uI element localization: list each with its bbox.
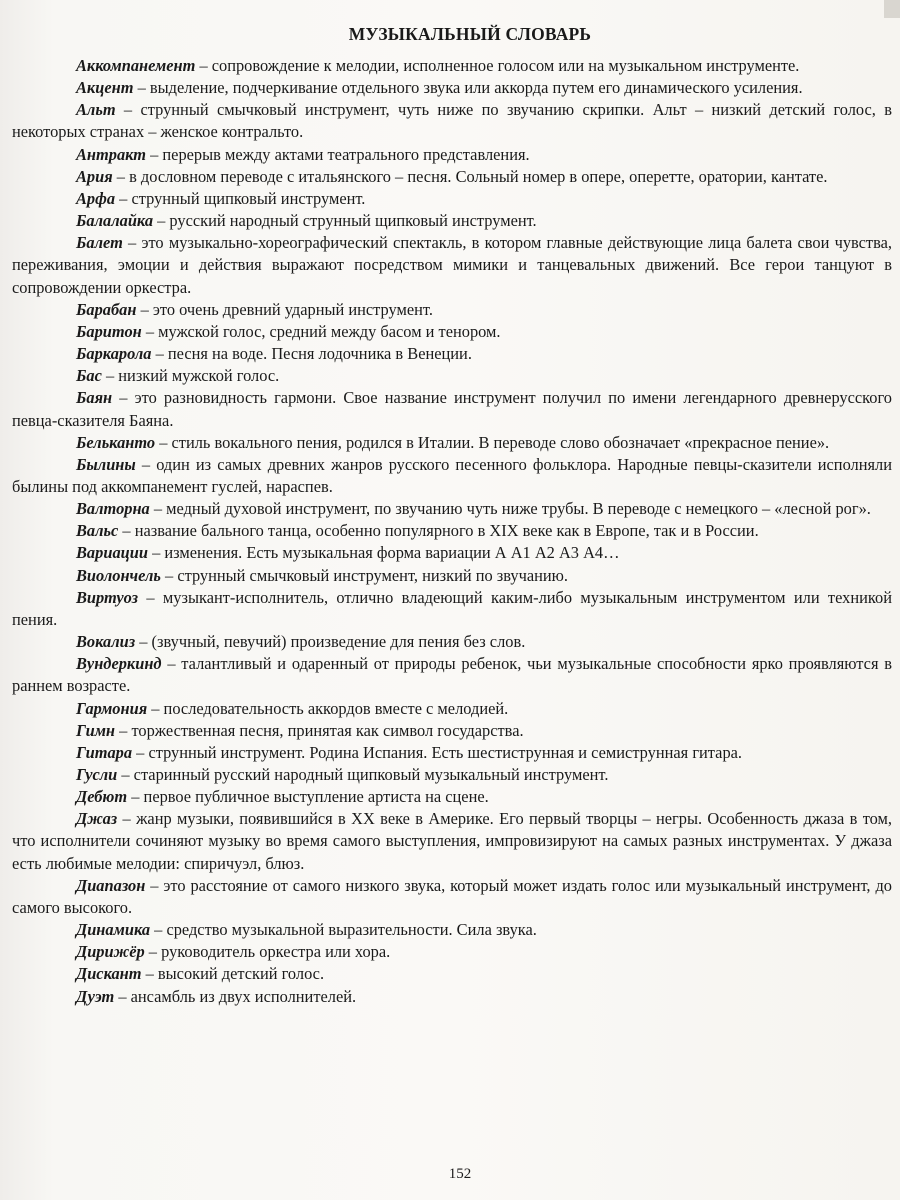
entry-term: Джаз [76,809,118,829]
entry-term: Бельканто [76,432,156,452]
entry-term: Барабан [76,299,137,319]
dictionary-entry [12,653,892,697]
entry-definition: – (звучный, певучий) произведение для пения без слов. [135,632,526,652]
dictionary-entry [12,764,892,786]
dictionary-entry [12,321,892,343]
entry-term: Гусли [76,765,118,784]
entry-term: Баркарола [76,344,152,364]
dictionary-entry [12,963,892,985]
entry-term: Гармония [76,698,148,718]
entry-definition: – в дословном переводе с итальянского – песня. Сольный номер в опере, оперетте, оратории, кантате. [112,166,828,186]
dictionary-entry [12,720,892,742]
page-corner [884,0,900,18]
entry-definition: – мужской голос, средний между басом и тенором. [141,321,501,341]
dictionary-entry [12,387,892,431]
dictionary-entry [12,919,892,941]
entry-term: Вариации [76,543,148,563]
entry-definition: – талантливый и одаренный от природы ребенок, чьи музыкальные способности ярко проявляются в раннем возрасте. [12,654,892,696]
dictionary-entry [12,144,892,166]
dictionary-entry [12,210,892,232]
entry-definition: – струнный инструмент. Родина Испания. Есть шестиструнная и семиструнная гитара. [132,742,743,762]
entry-term: Арфа [76,188,116,208]
entry-term: Баян [76,388,113,408]
entry-term: Виолончель [76,565,161,585]
entry-definition: – струнный смычковый инструмент, чуть ниже по звучанию скрипки. Альт – низкий детский голос, в некоторых странах – женское контральто. [12,100,892,142]
entry-term: Бас [76,366,102,386]
entry-definition: – медный духовой инструмент, по звучанию чуть ниже трубы. В переводе с немецкого – «лесной рог». [149,499,871,519]
entry-term: Дебют [76,787,128,807]
entry-term: Акцент [76,78,134,98]
entry-definition: – старинный русский народный щипковый музыкальный инструмент. [117,765,609,784]
dictionary-entry [12,188,892,210]
dictionary-entry [12,698,892,720]
entry-term: Баритон [76,321,142,341]
entry-definition: – это музыкально-хореографический спектакль, в котором главные действующие лица балета свои чувства, переживания, эмоции и действия выражают посредством мимики и танцевальных движений. Все герои танцуют в сопровождении оркестра. [12,233,892,297]
entry-definition: – музыкант-исполнитель, отлично владеющий каким-либо музыкальным инструментом или техникой пения. [12,587,892,629]
entry-definition: – руководитель оркестра или хора. [144,942,391,962]
entry-definition: – торжественная песня, принятая как символ государства. [115,720,524,740]
page-number: 152 [448,1166,472,1182]
entry-definition: – перерыв между актами театрального представления. [146,144,530,164]
dictionary-entries [12,55,892,1008]
dictionary-entry [12,99,892,143]
entry-definition: – это очень древний ударный инструмент. [136,299,433,319]
dictionary-entry [12,232,892,298]
entry-definition: – выделение, подчеркивание отдельного звука или аккорда путем его динамического усиления. [133,78,803,98]
entry-term: Дискант [76,964,142,984]
dictionary-entry [12,343,892,365]
dictionary-entry [12,432,892,454]
entry-definition: – струнный щипковый инструмент. [115,188,366,208]
dictionary-entry [12,786,892,808]
entry-term: Альт [76,100,116,120]
dictionary-entry [12,77,892,99]
entry-term: Валторна [76,499,150,519]
dictionary-entry [12,498,892,520]
entry-term: Балалайка [76,211,154,231]
dictionary-entry [12,299,892,321]
entry-definition: – это расстояние от самого низкого звука, который может издать голос или музыкальный инструмент, до самого высокого. [12,875,892,917]
entry-term: Антракт [76,144,147,164]
dictionary-entry [12,631,892,653]
entry-definition: – один из самых древних жанров русского песенного фольклора. Народные певцы-сказители исполняли былины под аккомпанемент гуслей, нараспев. [12,454,892,496]
entry-definition: – низкий мужской голос. [101,366,280,386]
dictionary-entry [12,808,892,874]
dictionary-entry [12,365,892,387]
entry-definition: – песня на воде. Песня лодочника в Венеции. [151,344,472,364]
entry-definition: – первое публичное выступление артиста на сцене. [127,787,489,807]
dictionary-entry [12,986,892,1008]
entry-definition: – жанр музыки, появившийся в XX веке в Америке. Его первый творцы – негры. Особенность джаза в том, что исполнители сочиняют музыку во время самого выступления, импровизируют на самых разных инструментах. У джаза есть любимые мелодии: спиричуэл, блюз. [12,809,892,873]
entry-definition: – сопровождение к мелодии, исполненное голосом или на музыкальном инструменте. [195,56,800,75]
entry-term: Дуэт [76,986,115,1006]
dictionary-entry [12,742,892,764]
entry-definition: – русский народный струнный щипковый инструмент. [153,211,537,231]
entry-term: Виртуоз [76,587,139,607]
entry-definition: – это разновидность гармони. Свое название инструмент получил по имени легендарного древнерусского певца-сказителя Баяна. [12,388,892,430]
entry-term: Вундеркинд [76,654,162,674]
entry-definition: – ансамбль из двух исполнителей. [114,986,357,1006]
dictionary-entry [12,454,892,498]
page-title: МУЗЫКАЛЬНЫЙ СЛОВАРЬ [348,24,592,44]
dictionary-entry [12,941,892,963]
entry-term: Аккомпанемент [76,56,196,75]
entry-definition: – последовательность аккордов вместе с мелодией. [147,698,509,718]
entry-definition: – средство музыкальной выразительности. Сила звука. [150,920,537,940]
dictionary-entry [12,542,892,564]
entry-definition: – название бального танца, особенно популярного в XIX веке как в Европе, так и в России. [118,521,759,541]
entry-term: Гимн [76,720,116,740]
entry-term: Диапазон [76,875,146,895]
entry-term: Вокализ [76,632,136,652]
dictionary-entry [12,587,892,631]
entry-term: Балет [76,233,123,253]
entry-term: Дирижёр [76,942,145,962]
dictionary-entry [12,520,892,542]
entry-term: Динамика [76,920,151,940]
entry-term: Вальс [76,521,119,541]
entry-definition: – изменения. Есть музыкальная форма вариации А А1 А2 А3 А4… [147,543,620,563]
dictionary-entry [12,55,892,77]
entry-definition: – стиль вокального пения, родился в Италии. В переводе слово обозначает «прекрасное пение». [155,432,830,452]
entry-definition: – высокий детский голос. [141,964,325,984]
entry-term: Гитара [76,742,133,762]
entry-term: Ария [76,166,113,186]
entry-term: Былины [76,454,136,474]
dictionary-entry [12,166,892,188]
dictionary-entry [12,875,892,919]
dictionary-entry [12,565,892,587]
entry-definition: – струнный смычковый инструмент, низкий по звучанию. [160,565,569,585]
